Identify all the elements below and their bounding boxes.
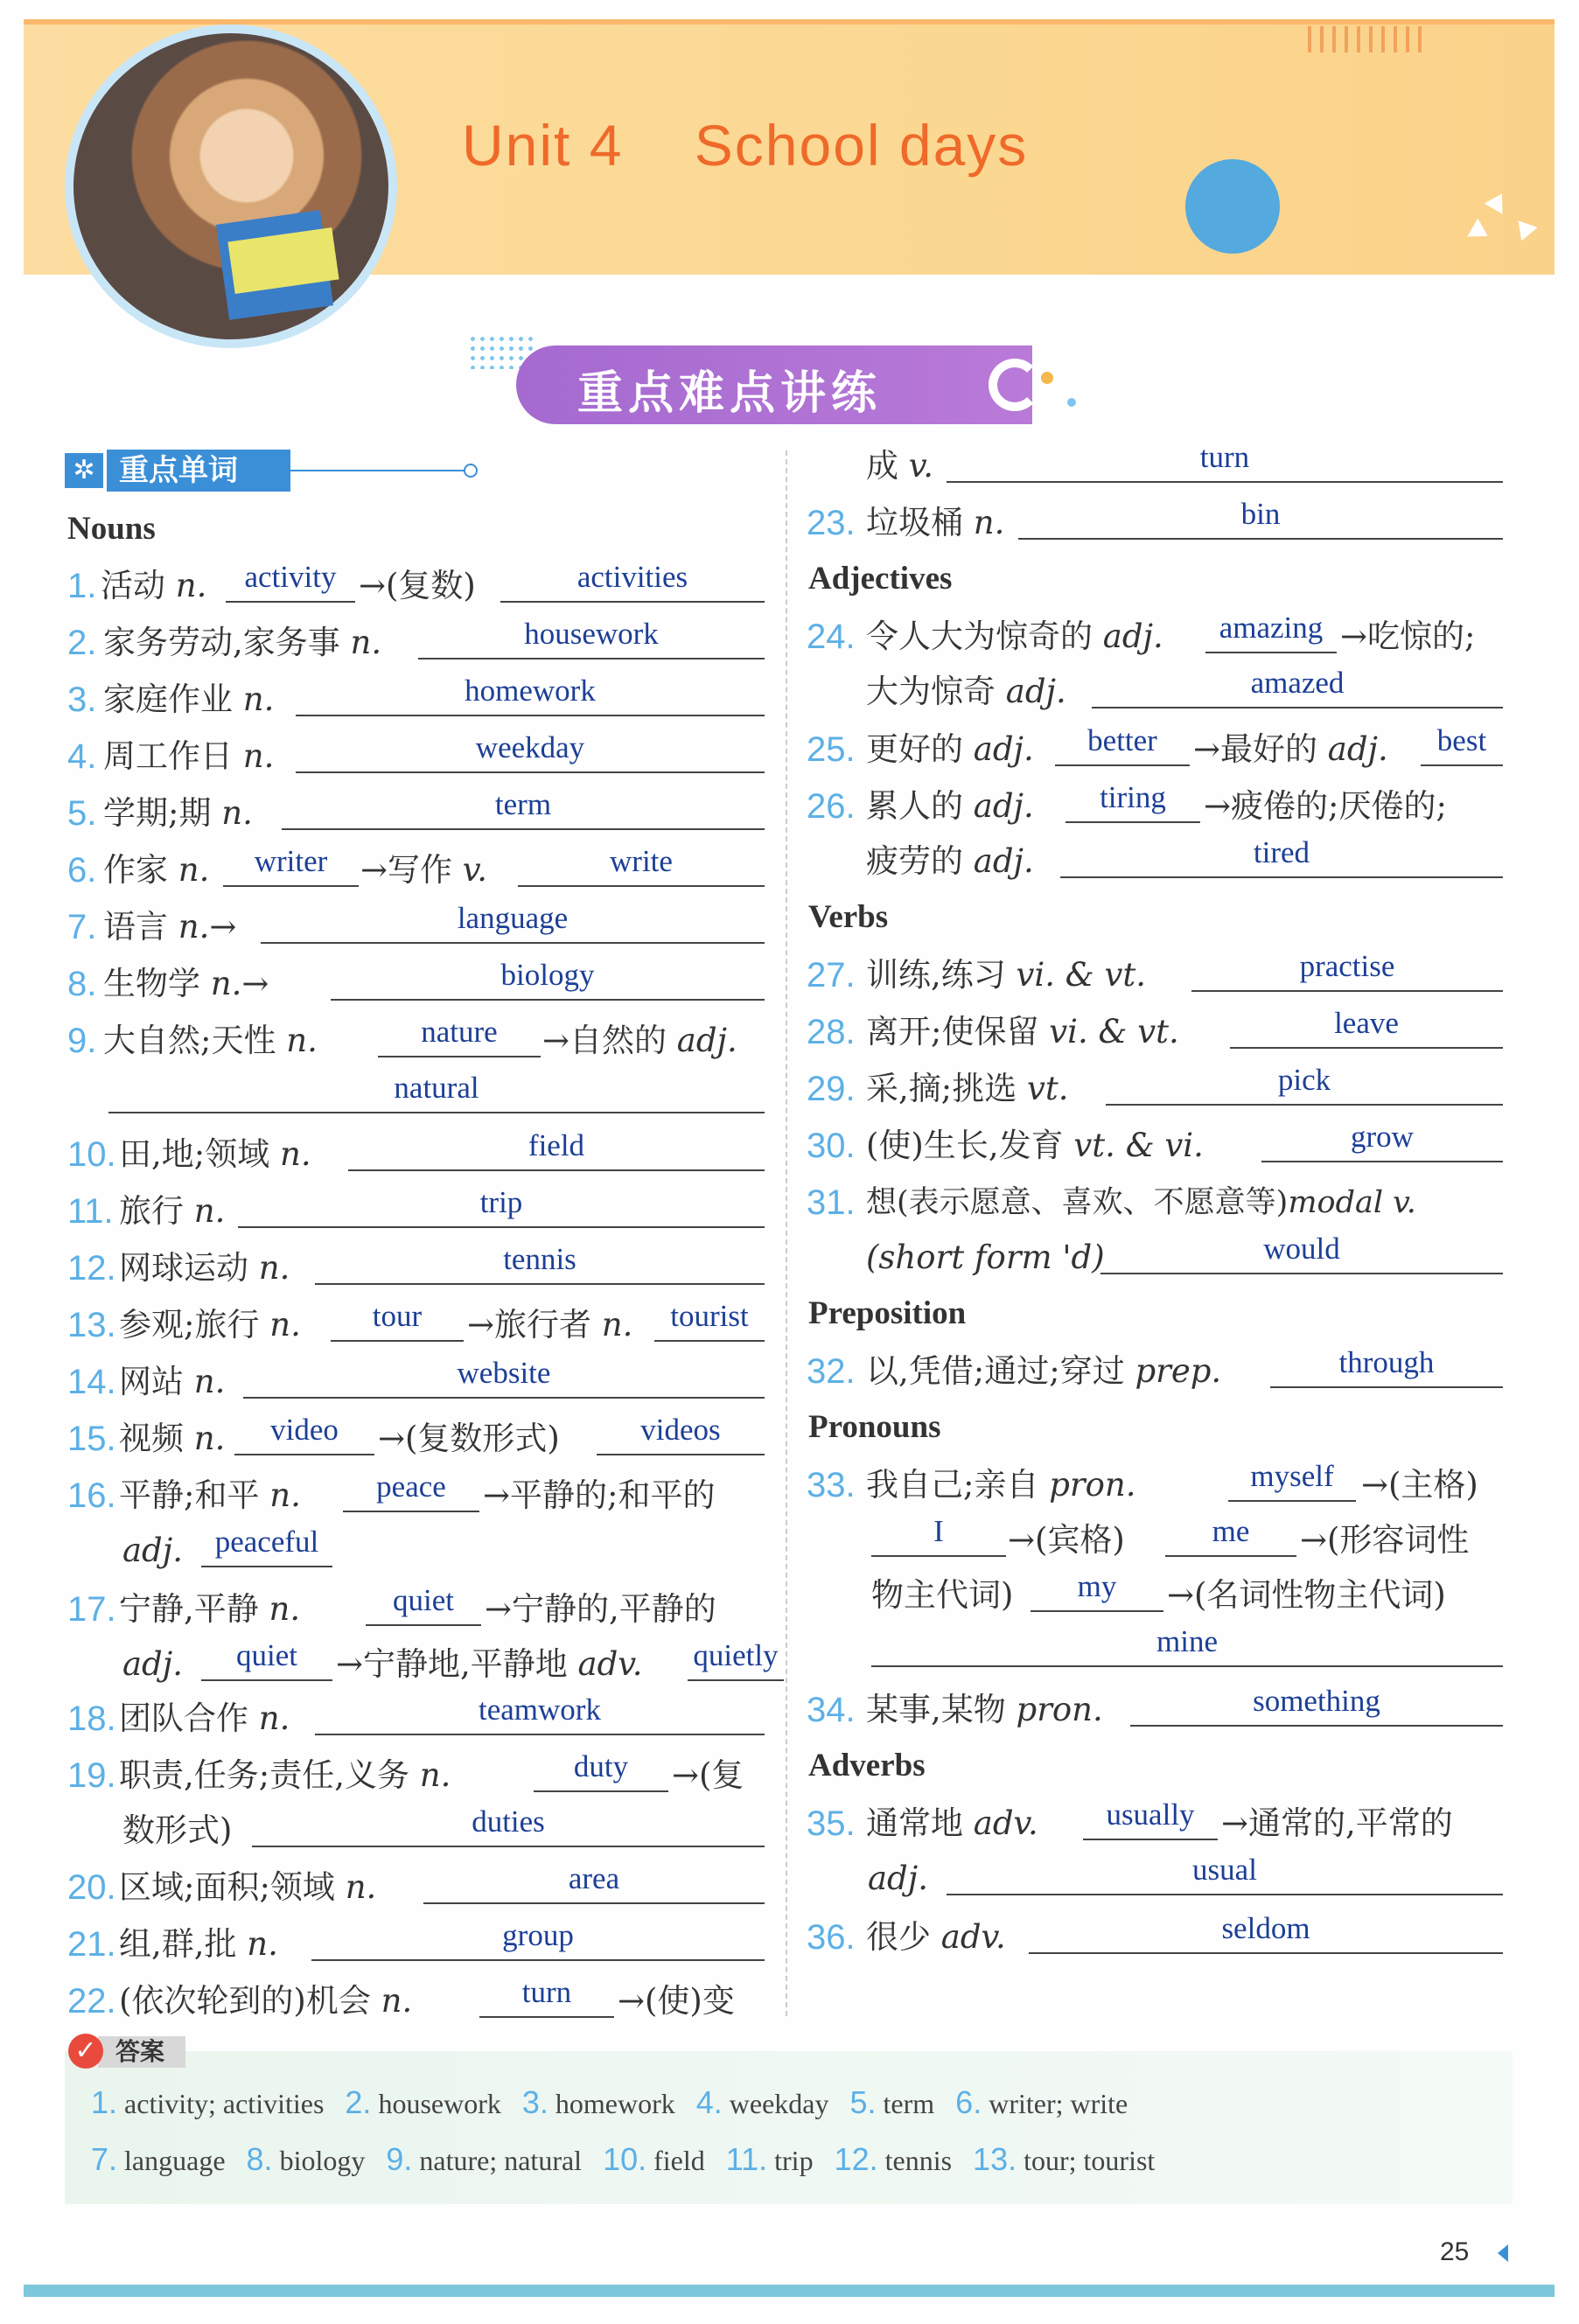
item-number: 31. [807, 1183, 856, 1222]
item-connector: 疲劳的 adj. [866, 842, 1034, 880]
item-prompt: 生物学 n.→ [103, 965, 269, 1002]
item-number: 29. [807, 1070, 856, 1108]
banner-dot [1067, 398, 1076, 407]
item-number: 14. [67, 1363, 116, 1401]
answer-blank[interactable]: usually [1083, 1800, 1218, 1840]
item-number: 5. [67, 794, 97, 833]
item-prompt: 职责,任务;责任,义务 n. [119, 1756, 451, 1794]
item-number: 11. [67, 1192, 114, 1231]
item-prompt: 垃圾桶 n. [866, 504, 1005, 541]
answer-blank[interactable]: I [871, 1517, 1006, 1557]
answer-blank[interactable]: peaceful [201, 1527, 332, 1567]
answer-blank[interactable]: tiring [1065, 783, 1200, 823]
item-prompt: 团队合作 n. [119, 1699, 290, 1737]
answer-blank[interactable]: peace [343, 1472, 479, 1512]
item-number: 20. [67, 1868, 116, 1907]
item-prompt: 组,群,批 n. [119, 1925, 278, 1963]
answer-blank[interactable]: leave [1230, 1008, 1503, 1049]
answer-blank[interactable]: nature [378, 1017, 541, 1057]
item-connector-pos: adj. [122, 1532, 183, 1569]
item-prompt: 更好的 adj. [866, 730, 1034, 768]
answer-blank[interactable]: duties [252, 1807, 765, 1847]
answer-key-label: 答案 [98, 2036, 185, 2068]
item-number: 3. [67, 680, 97, 719]
answer-key-entry: 12. tennis [834, 2141, 953, 2177]
unit-title: Unit 4 School days [462, 113, 1029, 178]
answer-blank[interactable]: write [518, 847, 765, 887]
answer-blank[interactable]: quiet [366, 1586, 481, 1626]
answer-blank[interactable]: tired [1060, 838, 1503, 878]
answer-blank[interactable]: activities [500, 562, 765, 603]
item-number: 4. [67, 737, 97, 776]
answer-blank[interactable]: something [1130, 1686, 1503, 1727]
answer-blank[interactable]: language [261, 904, 765, 944]
answer-blank[interactable]: tour [331, 1302, 464, 1342]
checkmark-icon: ✓ [68, 2034, 103, 2069]
item-prompt: 累人的 adj. [866, 787, 1034, 825]
item-connector: 大为惊奇 adj. [866, 673, 1066, 710]
page-number: 25 [1440, 2237, 1470, 2266]
item-prompt: 区域;面积;领域 n. [119, 1868, 377, 1906]
item-prompt: 学期;期 n. [103, 794, 253, 832]
item-subprompt: (short form 'd) [866, 1239, 1105, 1276]
item-connector: →(使)变 [618, 1982, 735, 2020]
item-prompt: 田,地;领域 n. [119, 1135, 311, 1173]
item-prompt: 通常地 adv. [866, 1804, 1038, 1842]
category-verbs: Verbs [808, 899, 889, 935]
item-connector: →(复数形式) [378, 1420, 560, 1457]
answer-blank[interactable]: grow [1261, 1122, 1503, 1162]
tag-line [290, 470, 467, 471]
item-prompt: 我自己;亲自 pron. [866, 1466, 1136, 1504]
item-prompt: 宁静,平静 n. [119, 1590, 301, 1628]
answer-key-entry: 8. biology [246, 2141, 366, 2177]
item-number: 34. [807, 1691, 856, 1729]
answer-blank[interactable]: videos [597, 1415, 765, 1455]
item-prompt: 旅行 n. [119, 1192, 226, 1230]
item-number: 25. [807, 730, 856, 769]
item-connector: 成 v. [866, 447, 934, 485]
item-number: 13. [67, 1306, 116, 1344]
item-prompt: 语言 n.→ [103, 908, 237, 946]
item-number: 33. [807, 1466, 856, 1504]
item-number: 36. [807, 1918, 856, 1957]
item-prompt: (使)生长,发育 vt. & vi. [866, 1127, 1204, 1164]
answer-key-box [65, 2051, 1513, 2204]
item-prompt: 大自然;天性 n. [103, 1022, 318, 1059]
item-prompt: 想(表示愿意、喜欢、不愿意等)modal v. [866, 1185, 1416, 1220]
answer-blank[interactable]: turn [479, 1978, 614, 2018]
item-prompt: 某事,某物 pron. [866, 1691, 1103, 1728]
item-number: 2. [67, 624, 97, 662]
item-connector: →(形容词性 [1300, 1521, 1470, 1559]
answer-key-row-2 [91, 2141, 1155, 2178]
column-divider [786, 450, 787, 2016]
answer-key-entry: 9. nature; natural [386, 2141, 583, 2177]
item-number: 22. [67, 1982, 116, 2020]
answer-key-entry: 1. activity; activities [91, 2084, 325, 2120]
answer-blank[interactable]: website [243, 1358, 765, 1399]
answer-blank[interactable]: quietly [688, 1641, 784, 1681]
item-number: 26. [807, 787, 856, 826]
item-prompt: 参观;旅行 n. [119, 1306, 301, 1343]
item-prompt: 活动 n. [101, 567, 207, 604]
category-nouns: Nouns [67, 511, 156, 547]
answer-blank[interactable]: usual [947, 1855, 1503, 1895]
answer-blank[interactable]: field [348, 1131, 765, 1171]
answer-blank[interactable]: natural [108, 1073, 765, 1113]
item-connector: →宁静地,平静地 adv. [336, 1645, 643, 1683]
item-connector: →宁静的,平静的 [485, 1590, 716, 1628]
item-number: 6. [67, 851, 97, 890]
answer-blank[interactable]: trip [238, 1188, 765, 1228]
answer-key-entry: 5. term [849, 2084, 935, 2120]
item-number: 19. [67, 1756, 116, 1795]
item-number: 32. [807, 1352, 856, 1391]
item-number: 21. [67, 1925, 116, 1964]
answer-blank[interactable]: group [311, 1921, 765, 1961]
item-number: 7. [67, 908, 97, 946]
item-prompt: 网球运动 n. [119, 1249, 290, 1287]
item-prompt: 训练,练习 vi. & vt. [866, 956, 1147, 994]
answer-blank[interactable]: mine [871, 1627, 1503, 1667]
item-connector: →最好的 adj. [1193, 730, 1388, 768]
answer-blank[interactable]: bin [1018, 499, 1503, 540]
answer-blank[interactable]: tourist [654, 1302, 765, 1342]
item-connector: →(宾格) [1008, 1521, 1125, 1559]
answer-key-entry: 3. homework [521, 2084, 675, 2120]
item-number: 10. [67, 1135, 116, 1174]
answer-blank[interactable]: homework [296, 676, 765, 716]
answer-blank[interactable]: tennis [315, 1245, 765, 1285]
category-adjectives: Adjectives [808, 561, 953, 597]
answer-blank[interactable]: writer [223, 847, 359, 887]
answer-blank[interactable]: term [282, 790, 765, 830]
item-connector: →自然的 adj. [542, 1022, 737, 1059]
answer-blank[interactable]: would [1100, 1234, 1503, 1274]
answer-key-entry: 6. writer; write [955, 2084, 1128, 2120]
answer-blank[interactable]: housework [418, 619, 765, 660]
item-prompt: 家庭作业 n. [103, 680, 275, 718]
answer-blank[interactable]: duty [534, 1752, 668, 1792]
item-connector-pos: adj. [122, 1645, 183, 1683]
item-connector: →吃惊的; [1340, 618, 1476, 655]
answer-blank[interactable]: seldom [1029, 1914, 1503, 1954]
item-connector: →(复数) [359, 567, 476, 604]
header-decoration-stripes [1308, 26, 1422, 52]
item-number: 28. [807, 1013, 856, 1051]
item-connector: →平静的;和平的 [483, 1476, 716, 1514]
item-prompt: 作家 n. [103, 851, 210, 889]
item-prompt: 网站 n. [119, 1363, 226, 1400]
item-prompt: 视频 n. [119, 1420, 226, 1457]
item-number: 24. [807, 618, 856, 656]
page-arrow-icon [1498, 2244, 1508, 2262]
item-prompt: 令人大为惊奇的 adj. [866, 618, 1163, 655]
item-number: 8. [67, 965, 97, 1003]
answer-blank[interactable]: amazed [1092, 668, 1503, 708]
category-pronouns: Pronouns [808, 1409, 941, 1445]
key-words-tag: 重点单词 [107, 450, 290, 492]
answer-blank[interactable]: me [1165, 1517, 1296, 1557]
item-prompt: (依次轮到的)机会 n. [119, 1982, 413, 2020]
item-prompt: 以,凭借;通过;穿过 prep. [866, 1352, 1222, 1390]
tag-line-end [464, 464, 478, 478]
answer-key-entry: 10. field [603, 2141, 705, 2177]
answer-blank[interactable]: turn [947, 443, 1503, 483]
item-connector: →通常的,平常的 [1221, 1804, 1453, 1842]
answer-key-entry: 2. housework [345, 2084, 501, 2120]
answer-key-row-1 [91, 2084, 1128, 2121]
answer-key-entry: 13. tour; tourist [973, 2141, 1156, 2177]
answer-key-entry: 4. weekday [695, 2084, 829, 2120]
answer-blank[interactable]: activity [226, 562, 355, 603]
answer-blank[interactable]: best [1421, 726, 1503, 766]
item-prompt: 离开;使保留 vi. & vt. [866, 1013, 1179, 1050]
item-number: 12. [67, 1249, 116, 1288]
item-prompt: 采,摘;挑选 vt. [866, 1070, 1069, 1107]
answer-blank[interactable]: teamwork [315, 1695, 765, 1735]
item-prompt: 平静;和平 n. [119, 1476, 301, 1514]
item-connector: →(主格) [1361, 1466, 1478, 1504]
answer-blank[interactable]: through [1270, 1348, 1503, 1388]
answer-blank[interactable]: video [234, 1415, 374, 1455]
footer-bar [24, 2285, 1555, 2297]
answer-blank[interactable]: pick [1106, 1065, 1503, 1106]
item-prompt: 很少 adv. [866, 1918, 1006, 1956]
answer-blank[interactable]: area [423, 1864, 765, 1904]
answer-blank[interactable]: my [1031, 1572, 1163, 1612]
item-prompt: 家务劳动,家务事 n. [103, 624, 382, 661]
item-connector: 物主代词) [871, 1576, 1014, 1614]
item-connector: →疲倦的;厌倦的; [1204, 787, 1447, 825]
answer-blank[interactable]: quiet [201, 1641, 332, 1681]
answer-blank[interactable]: weekday [296, 733, 765, 773]
item-connector: 数形式) [122, 1811, 233, 1849]
item-number: 23. [807, 504, 856, 542]
item-connector: →旅行者 n. [467, 1306, 633, 1343]
item-connector: →(名词性物主代词) [1167, 1576, 1446, 1614]
item-connector: →(复 [672, 1756, 744, 1794]
answer-blank[interactable]: better [1055, 726, 1190, 766]
item-number: 18. [67, 1699, 116, 1738]
answer-key-entry: 11. trip [725, 2141, 814, 2177]
item-number: 1. [67, 567, 97, 605]
category-adverbs: Adverbs [808, 1748, 926, 1783]
answer-blank[interactable]: myself [1228, 1462, 1356, 1502]
header-decoration-circle [1185, 159, 1280, 254]
answer-blank[interactable]: practise [1191, 952, 1503, 992]
item-connector: →写作 v. [360, 851, 488, 889]
item-number: 27. [807, 956, 856, 995]
answer-blank[interactable]: biology [331, 960, 765, 1001]
key-words-icon: ✲ [65, 453, 103, 488]
item-number: 16. [67, 1476, 116, 1515]
banner-dot [1041, 372, 1053, 384]
students-photo [65, 24, 397, 348]
item-number: 35. [807, 1804, 856, 1843]
answer-blank[interactable]: amazing [1205, 613, 1337, 653]
item-number: 17. [67, 1590, 116, 1629]
section-banner-title: 重点难点讲练 [577, 367, 883, 420]
item-number: 9. [67, 1022, 97, 1060]
answer-key-entry: 7. language [91, 2141, 226, 2177]
banner-hook-decoration [989, 359, 1041, 411]
item-number: 30. [807, 1127, 856, 1165]
item-prompt: 周工作日 n. [103, 737, 275, 775]
item-number: 15. [67, 1420, 116, 1458]
category-preposition: Preposition [808, 1295, 967, 1331]
item-connector-pos: adj. [868, 1860, 928, 1897]
